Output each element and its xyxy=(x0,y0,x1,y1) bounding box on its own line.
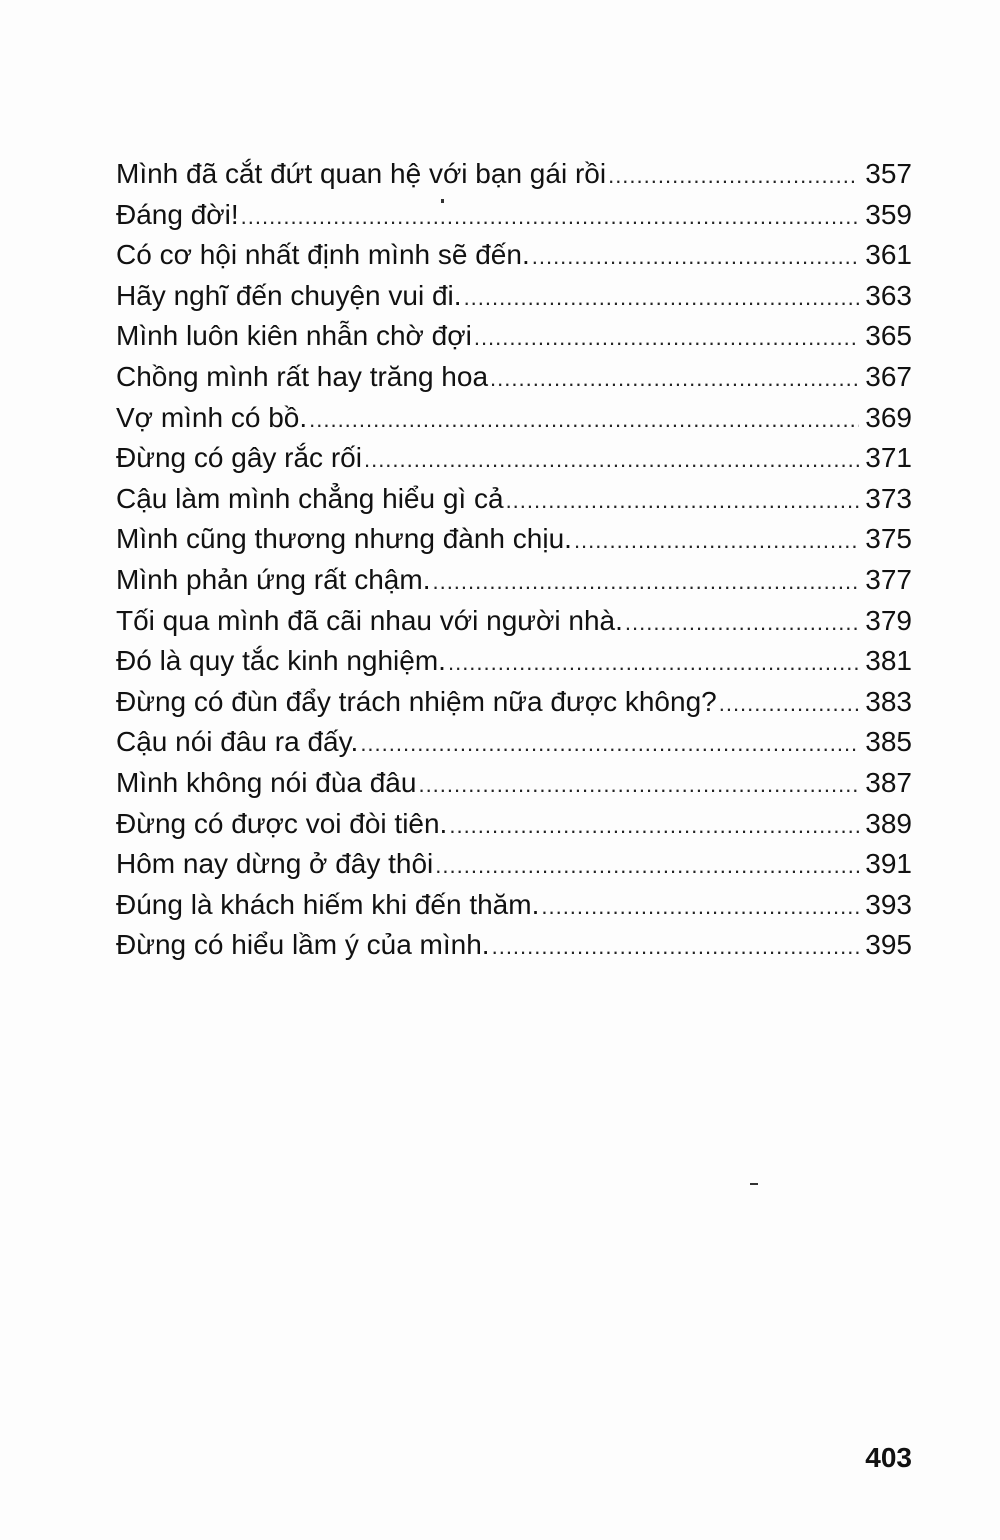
toc-entry-page: 361 xyxy=(865,239,912,271)
toc-dot-leader xyxy=(360,724,859,765)
toc-entry-title: Mình đã cắt đứt quan hệ với bạn gái rồi xyxy=(116,158,607,189)
toc-entry xyxy=(116,885,912,926)
toc-entry xyxy=(116,276,912,317)
toc-dot-leader xyxy=(625,603,859,644)
toc-entry-title: Hãy nghĩ đến chuyện vui đi. xyxy=(116,279,462,311)
toc-entry-page: 391 xyxy=(865,848,912,880)
toc-entry xyxy=(116,316,912,357)
toc-entry xyxy=(116,682,912,723)
toc-entry-title: Hôm nay dừng ở đây thôi xyxy=(116,848,434,880)
toc-entry-title: Mình luôn kiên nhẫn chờ đợi xyxy=(116,320,472,352)
toc-entry xyxy=(116,641,912,682)
toc-entry-page: 357 xyxy=(865,158,912,189)
toc-dot-leader xyxy=(464,278,860,319)
toc-entry-page: 359 xyxy=(865,198,912,230)
toc-entry-title: Mình phản ứng rất chậm. xyxy=(116,563,431,595)
toc-entry-page: 387 xyxy=(865,766,912,798)
toc-dot-leader xyxy=(435,846,859,887)
toc-entry-title: Mình không nói đùa đâu xyxy=(116,766,417,798)
toc-entry xyxy=(116,844,912,885)
toc-dot-leader xyxy=(448,643,859,684)
toc-dot-leader xyxy=(490,359,859,400)
toc-entry xyxy=(116,357,912,398)
toc-entry-page: 377 xyxy=(865,563,912,595)
toc-dot-leader xyxy=(719,684,860,725)
toc-dot-leader xyxy=(608,156,859,197)
toc-entry-title: Vợ mình có bồ. xyxy=(116,401,308,433)
page-number: 403 xyxy=(865,1442,912,1473)
toc-entry-title: Đừng có hiểu lầm ý của mình. xyxy=(116,929,490,961)
toc-entry xyxy=(116,479,912,520)
toc-dot-leader xyxy=(506,481,860,522)
toc-entry xyxy=(116,560,912,601)
toc-entry-title: Đáng đời! xyxy=(116,198,239,230)
toc-entry xyxy=(116,398,912,439)
toc-entry-page: 395 xyxy=(865,929,912,961)
toc-dot-leader xyxy=(474,318,859,359)
toc-dot-leader xyxy=(309,400,859,441)
toc-entry xyxy=(116,438,912,479)
toc-entry-page: 371 xyxy=(865,442,912,474)
toc-dot-leader xyxy=(449,806,859,847)
toc-entry xyxy=(116,763,912,804)
print-speck xyxy=(441,199,444,203)
toc-entry-title: Có cơ hội nhất định mình sẽ đến. xyxy=(116,239,530,271)
toc-entry xyxy=(116,804,912,845)
toc-entry xyxy=(116,601,912,642)
toc-entry-page: 393 xyxy=(865,888,912,920)
toc-entry-title: Tối qua mình đã cãi nhau với người nhà. xyxy=(116,604,623,636)
toc-dot-leader xyxy=(418,765,859,806)
toc-entry-title: Đó là quy tắc kinh nghiệm. xyxy=(116,645,446,677)
toc-dot-leader xyxy=(574,521,859,562)
toc-entry xyxy=(116,519,912,560)
print-speck xyxy=(750,1183,758,1185)
toc-dot-leader xyxy=(492,927,860,968)
toc-entry-page: 381 xyxy=(865,645,912,677)
toc-dot-leader xyxy=(241,197,860,238)
toc-entry xyxy=(116,154,912,195)
toc-entry-title: Đúng là khách hiếm khi đến thăm. xyxy=(116,888,540,920)
toc-entry-title: Cậu nói đâu ra đấy. xyxy=(116,726,359,758)
toc-entry-page: 385 xyxy=(865,726,912,758)
toc-entry-page: 365 xyxy=(865,320,912,352)
toc-entry-title: Đừng có được voi đòi tiên. xyxy=(116,807,448,839)
toc-entry xyxy=(116,722,912,763)
toc-entry xyxy=(116,235,912,276)
toc-entry-page: 367 xyxy=(865,360,912,392)
table-of-contents xyxy=(116,154,912,966)
toc-dot-leader xyxy=(432,562,859,603)
toc-dot-leader xyxy=(532,237,860,278)
toc-entry-title: Đừng có gây rắc rối xyxy=(116,442,362,474)
toc-entry-page: 379 xyxy=(865,604,912,636)
toc-entry-title: Chồng mình rất hay trăng hoa xyxy=(116,360,489,392)
toc-entry xyxy=(116,195,912,236)
toc-entry-title: Cậu làm mình chẳng hiểu gì cả xyxy=(116,482,504,514)
toc-entry xyxy=(116,925,912,966)
toc-entry-page: 369 xyxy=(865,401,912,433)
toc-dot-leader xyxy=(541,887,859,928)
toc-dot-leader xyxy=(364,440,859,481)
toc-entry-page: 383 xyxy=(865,685,912,717)
toc-entry-title: Đừng có đùn đẩy trách nhiệm nữa được không? xyxy=(116,685,717,717)
toc-entry-page: 389 xyxy=(865,807,912,839)
toc-entry-page: 375 xyxy=(865,523,912,555)
toc-entry-title: Mình cũng thương nhưng đành chịu. xyxy=(116,523,572,555)
toc-entry-page: 373 xyxy=(865,482,912,514)
toc-entry-page: 363 xyxy=(865,279,912,311)
